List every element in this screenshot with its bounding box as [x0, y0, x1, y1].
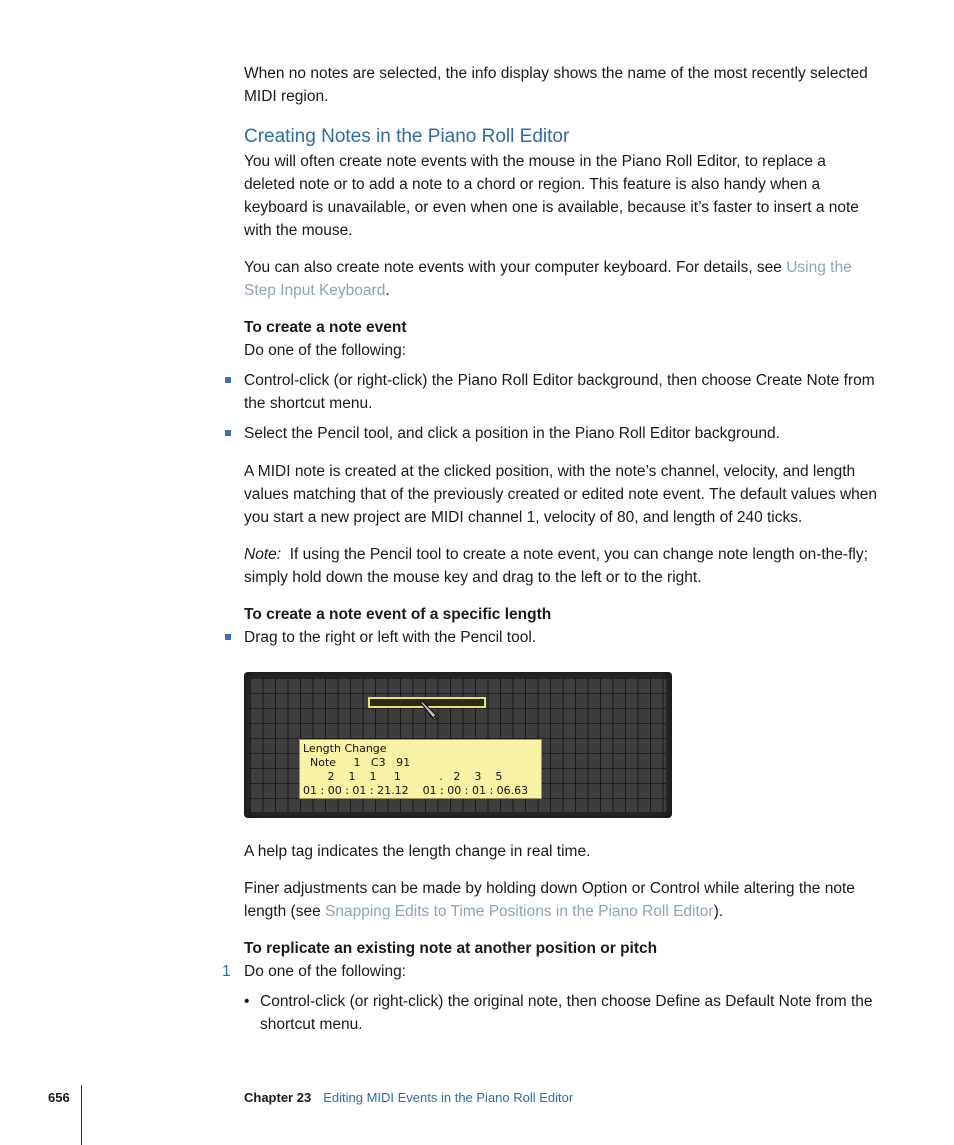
- task-title-create-note: To create a note event: [244, 319, 407, 336]
- text: Finer adjustments can be made by holding down Option or Control while altering the note length (see: [244, 880, 855, 920]
- paragraph-help-tag: A help tag indicates the length change in real time.: [244, 843, 591, 860]
- help-tag-line: Length Change: [303, 742, 387, 755]
- bullet-icon: [225, 634, 231, 640]
- help-tag-line: 01 : 00 : 01 : 21.12 01 : 00 : 01 : 06.63: [303, 784, 529, 797]
- bullet-item: Select the Pencil tool, and click a position in the Piano Roll Editor background.: [244, 425, 780, 442]
- paragraph-default-values: A MIDI note is created at the clicked position, with the note’s channel, velocity, and length values matching that of the previously created or edited note event. The default values when you start a new project are MIDI channel 1, velocity of 80, and length of 240 ticks.: [244, 463, 878, 526]
- page-number: 656: [48, 1090, 70, 1105]
- link-snapping-edits[interactable]: Snapping Edits to Time Positions in the Piano Roll Editor: [325, 903, 714, 920]
- footer-divider: [81, 1085, 82, 1145]
- paragraph-create-notes: You will often create note events with the mouse in the Piano Roll Editor, to replace a deleted note or to add a note to a chord or region. This feature is also handy when a keyboard is unavailable, or even when one is available, because it’s faster to insert a note with the mouse.: [244, 153, 859, 239]
- text: You can also create note events with your computer keyboard. For details, see: [244, 259, 787, 276]
- sub-bullet-icon: •: [244, 993, 250, 1010]
- chapter-title: Editing MIDI Events in the Piano Roll Editor: [323, 1090, 574, 1105]
- text: ).: [713, 903, 724, 920]
- intro-paragraph: When no notes are selected, the info display shows the name of the most recently selected MIDI region.: [244, 65, 868, 105]
- note-label: Note:: [244, 546, 282, 563]
- bullet-item: Drag to the right or left with the Pencil tool.: [244, 629, 537, 646]
- note-paragraph: [244, 543, 879, 589]
- pencil-icon: [418, 700, 440, 722]
- link-step-input-keyboard[interactable]: Using the Step Input Keyboard: [244, 259, 852, 299]
- help-tag: [299, 739, 542, 799]
- text: .: [385, 282, 390, 299]
- section-title: Creating Notes in the Piano Roll Editor: [244, 126, 570, 147]
- task-title-replicate: To replicate an existing note at another position or pitch: [244, 940, 658, 957]
- bullet-icon: [225, 430, 231, 436]
- chapter-label: Chapter 23: [244, 1090, 312, 1105]
- bullet-item: Control-click (or right-click) the Piano Roll Editor background, then choose Create Note from the shortcut menu.: [244, 372, 875, 412]
- bullet-icon: [225, 377, 231, 383]
- footer-chapter: [244, 1086, 573, 1109]
- step-text: Do one of the following:: [244, 963, 406, 980]
- step-number: 1: [222, 963, 231, 980]
- task-lead: Do one of the following:: [244, 342, 406, 359]
- paragraph-step-input: [244, 256, 879, 302]
- help-tag-line: Note 1 C3 91: [303, 756, 411, 769]
- note-text: If using the Pencil tool to create a note event, you can change note length on-the-fly; simply hold down the mouse key and drag to the left or to the right.: [244, 546, 868, 586]
- help-tag-line: 2 1 1 1 . 2 3 5: [303, 770, 503, 783]
- piano-roll-screenshot: [244, 672, 672, 818]
- task-title-specific-length: To create a note event of a specific length: [244, 606, 552, 623]
- paragraph-finer-adjustments: [244, 877, 879, 923]
- sub-bullet-item: Control-click (or right-click) the original note, then choose Define as Default Note from the shortcut menu.: [260, 993, 873, 1033]
